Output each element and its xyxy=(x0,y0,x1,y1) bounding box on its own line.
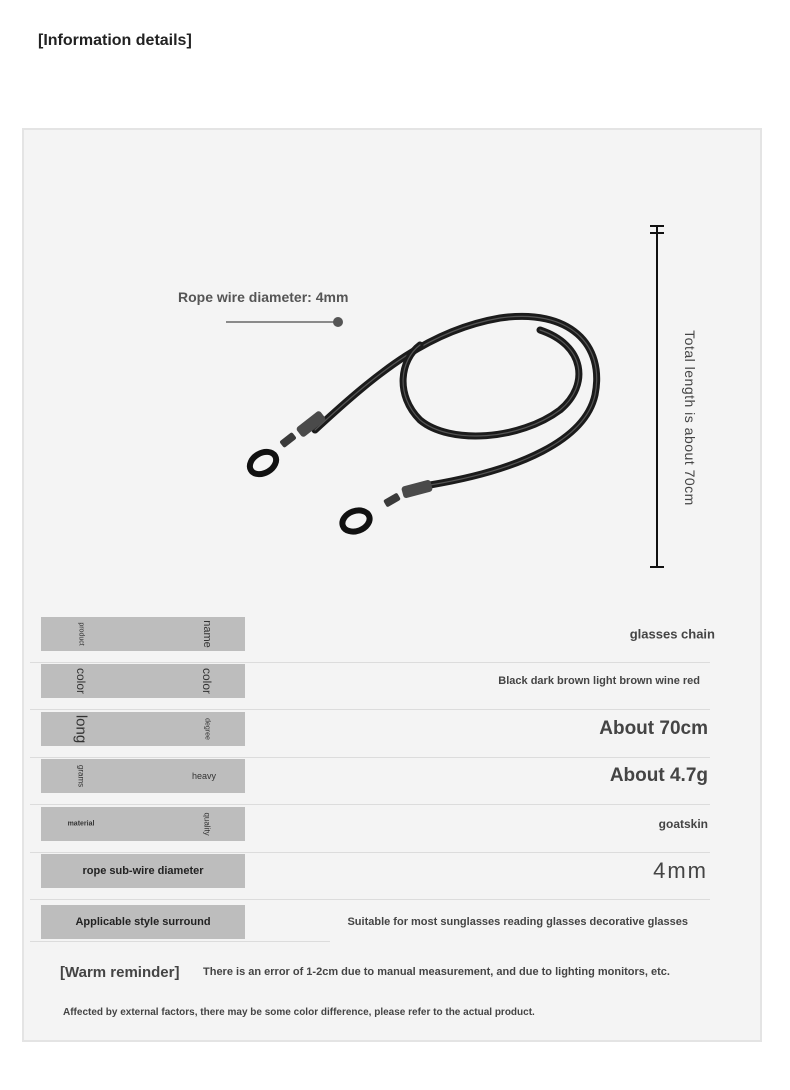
spec-label-a: color xyxy=(74,667,88,695)
left-end-fitting xyxy=(246,410,327,479)
spec-label-a: long xyxy=(72,714,90,744)
wire-diameter-label: Rope wire diameter: 4mm xyxy=(178,289,349,305)
spec-label xyxy=(41,712,245,746)
total-length-label: Total length is about 70cm xyxy=(682,330,698,506)
spec-value: 4mm xyxy=(653,858,708,883)
spec-label xyxy=(41,807,245,841)
spec-label xyxy=(41,905,245,939)
spec-label-a: product xyxy=(77,622,85,646)
spec-label-b: quality xyxy=(202,812,212,836)
spec-label xyxy=(41,664,245,698)
spec-label xyxy=(41,617,245,651)
spec-row-length xyxy=(30,712,710,758)
spec-label-b: name xyxy=(201,620,213,648)
spec-row-product-name xyxy=(30,617,715,663)
spec-row-weight xyxy=(30,759,710,805)
spec-label-b: degree xyxy=(203,718,211,740)
spec-value: About 4.7g xyxy=(609,765,708,786)
warm-reminder-line2: Affected by external factors, there may be some color difference, please refer to the actual product. xyxy=(63,1007,535,1018)
spec-label-a: grams xyxy=(76,764,86,788)
row-divider xyxy=(30,757,710,758)
spec-value: Suitable for most sunglasses reading glasses decorative glasses xyxy=(347,916,688,928)
spec-label-text: rope sub-wire diameter xyxy=(82,865,204,877)
diameter-pointer-dot xyxy=(333,317,343,327)
spec-value: glasses chain xyxy=(629,626,715,642)
warm-reminder-line1: There is an error of 1-2cm due to manual measurement, and due to lighting monitors, etc. xyxy=(203,966,670,978)
spec-label-b: color xyxy=(200,667,214,695)
page-heading: [Information details] xyxy=(38,32,192,49)
spec-row-wire-diameter xyxy=(30,854,710,900)
spec-row-material xyxy=(30,807,710,853)
row-divider xyxy=(30,899,710,900)
spec-row-applicable-style xyxy=(30,905,710,942)
warm-reminder-title: [Warm reminder] xyxy=(60,964,180,981)
spec-value: goatskin xyxy=(658,817,708,831)
row-divider xyxy=(30,852,710,853)
row-divider xyxy=(30,941,330,942)
spec-label xyxy=(41,854,245,888)
spec-label xyxy=(41,759,245,793)
cord xyxy=(315,316,597,485)
spec-row-color xyxy=(30,664,710,710)
row-divider xyxy=(30,709,710,710)
right-end-fitting xyxy=(339,479,433,535)
spec-value: About 70cm xyxy=(599,718,708,739)
spec-label-b: heavy xyxy=(191,771,217,781)
spec-value: Black dark brown light brown wine red xyxy=(498,675,700,687)
spec-label-a: material xyxy=(67,820,95,828)
spec-label-text: Applicable style surround xyxy=(75,916,211,928)
row-divider xyxy=(30,662,710,663)
row-divider xyxy=(30,804,710,805)
